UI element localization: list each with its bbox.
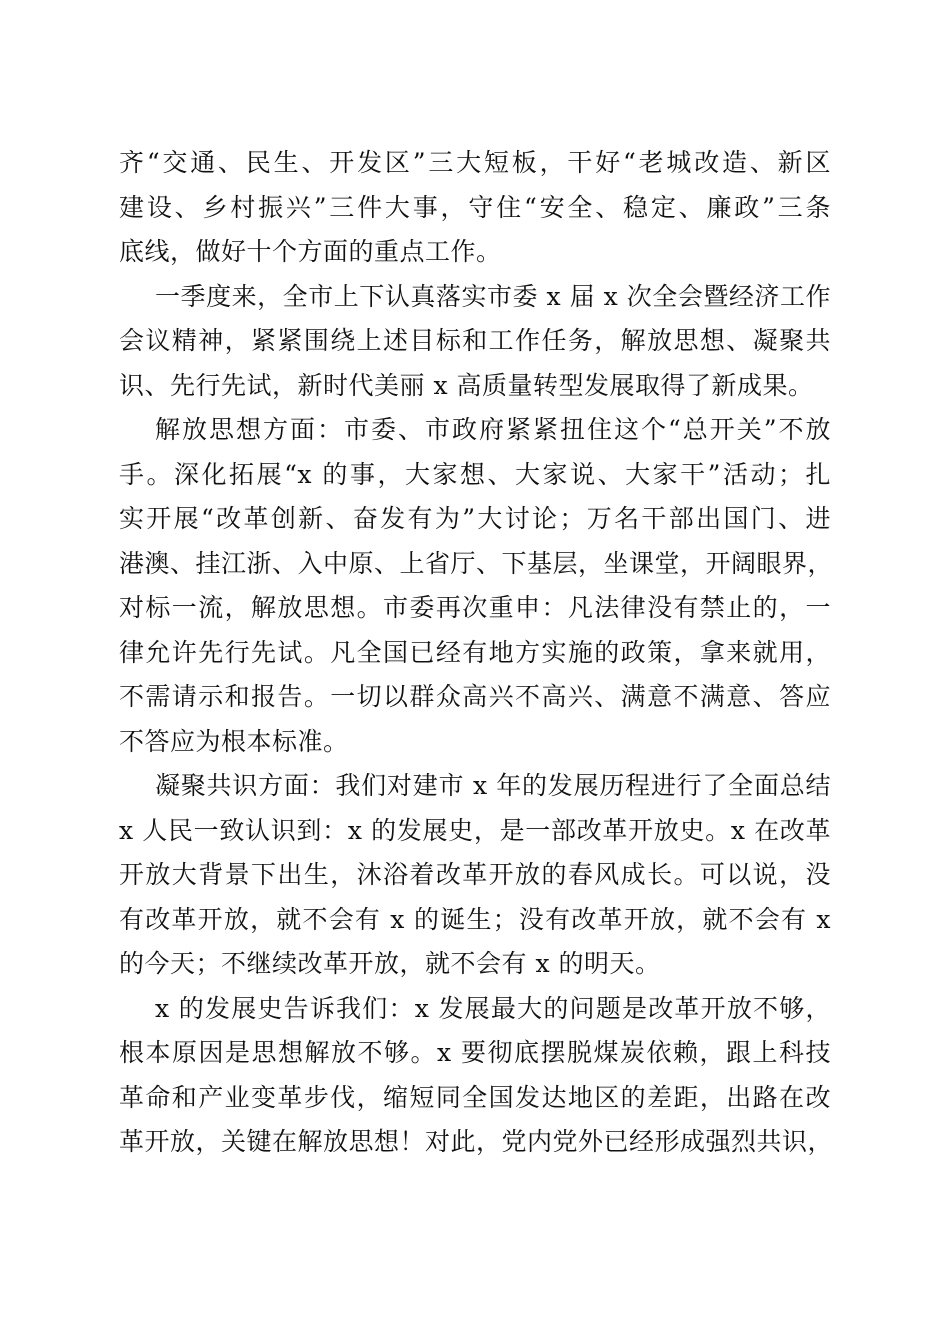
text-line: 实开展“改革创新、奋发有为”大讨论；万名干部出国门、进 [119,504,831,533]
text-line: x 的发展史告诉我们：x 发展最大的问题是改革开放不够， [155,993,831,1023]
text-line: x 人民一致认识到：x 的发展史，是一部改革开放史。x 在改革 [119,815,831,845]
text-line: 手。深化拓展“x 的事，大家想、大家说、大家干”活动；扎 [119,459,831,489]
text-line: 有改革开放，就不会有 x 的诞生；没有改革开放，就不会有 x [119,904,831,934]
text-line: 齐“交通、民生、开发区”三大短板，干好“老城改造、新区 [119,148,831,177]
text-line: 律允许先行先试。凡全国已经有地方实施的政策，拿来就用， [119,637,831,667]
text-line: 港澳、挂江浙、入中原、上省厅、下基层，坐课堂，开阔眼界， [119,548,834,578]
paragraph [119,275,831,409]
text-line: 凝聚共识方面：我们对建市 x 年的发展历程进行了全面总结 [155,771,831,800]
paragraph [119,987,834,1165]
text-line: 革命和产业变革步伐，缩短同全国发达地区的差距，出路在改 [119,1082,831,1112]
text-line: 建设、乡村振兴”三件大事，守住“安全、稳定、廉政”三条 [119,192,831,222]
document-body [119,141,834,1165]
text-line: 不答应为根本标准。 [119,726,349,756]
text-line: 底线，做好十个方面的重点工作。 [119,237,502,266]
text-line: 对标一流，解放思想。市委再次重申：凡法律没有禁止的，一 [119,593,831,622]
paragraph [119,141,831,275]
text-line: 解放思想方面：市委、市政府紧紧扭住这个“总开关”不放 [155,415,831,444]
text-line: 一季度来，全市上下认真落实市委 x 届 x 次全会暨经济工作 [155,281,831,311]
text-line: 会议精神，紧紧围绕上述目标和工作任务，解放思想、凝聚共 [119,326,831,355]
text-line: 根本原因是思想解放不够。x 要彻底摆脱煤炭依赖，跟上科技 [119,1038,831,1067]
text-line: 的今天；不继续改革开放，就不会有 x 的明天。 [119,949,661,978]
text-line: 革开放，关键在解放思想！对此，党内党外已经形成强烈共识， [119,1127,834,1156]
text-line: 不需请示和报告。一切以群众高兴不高兴、满意不满意、答应 [119,682,831,711]
paragraph [119,764,831,987]
text-line: 识、先行先试，新时代美丽 x 高质量转型发展取得了新成果。 [119,370,814,400]
paragraph [119,408,834,764]
text-line: 开放大背景下出生，沐浴着改革开放的春风成长。可以说，没 [119,860,831,889]
